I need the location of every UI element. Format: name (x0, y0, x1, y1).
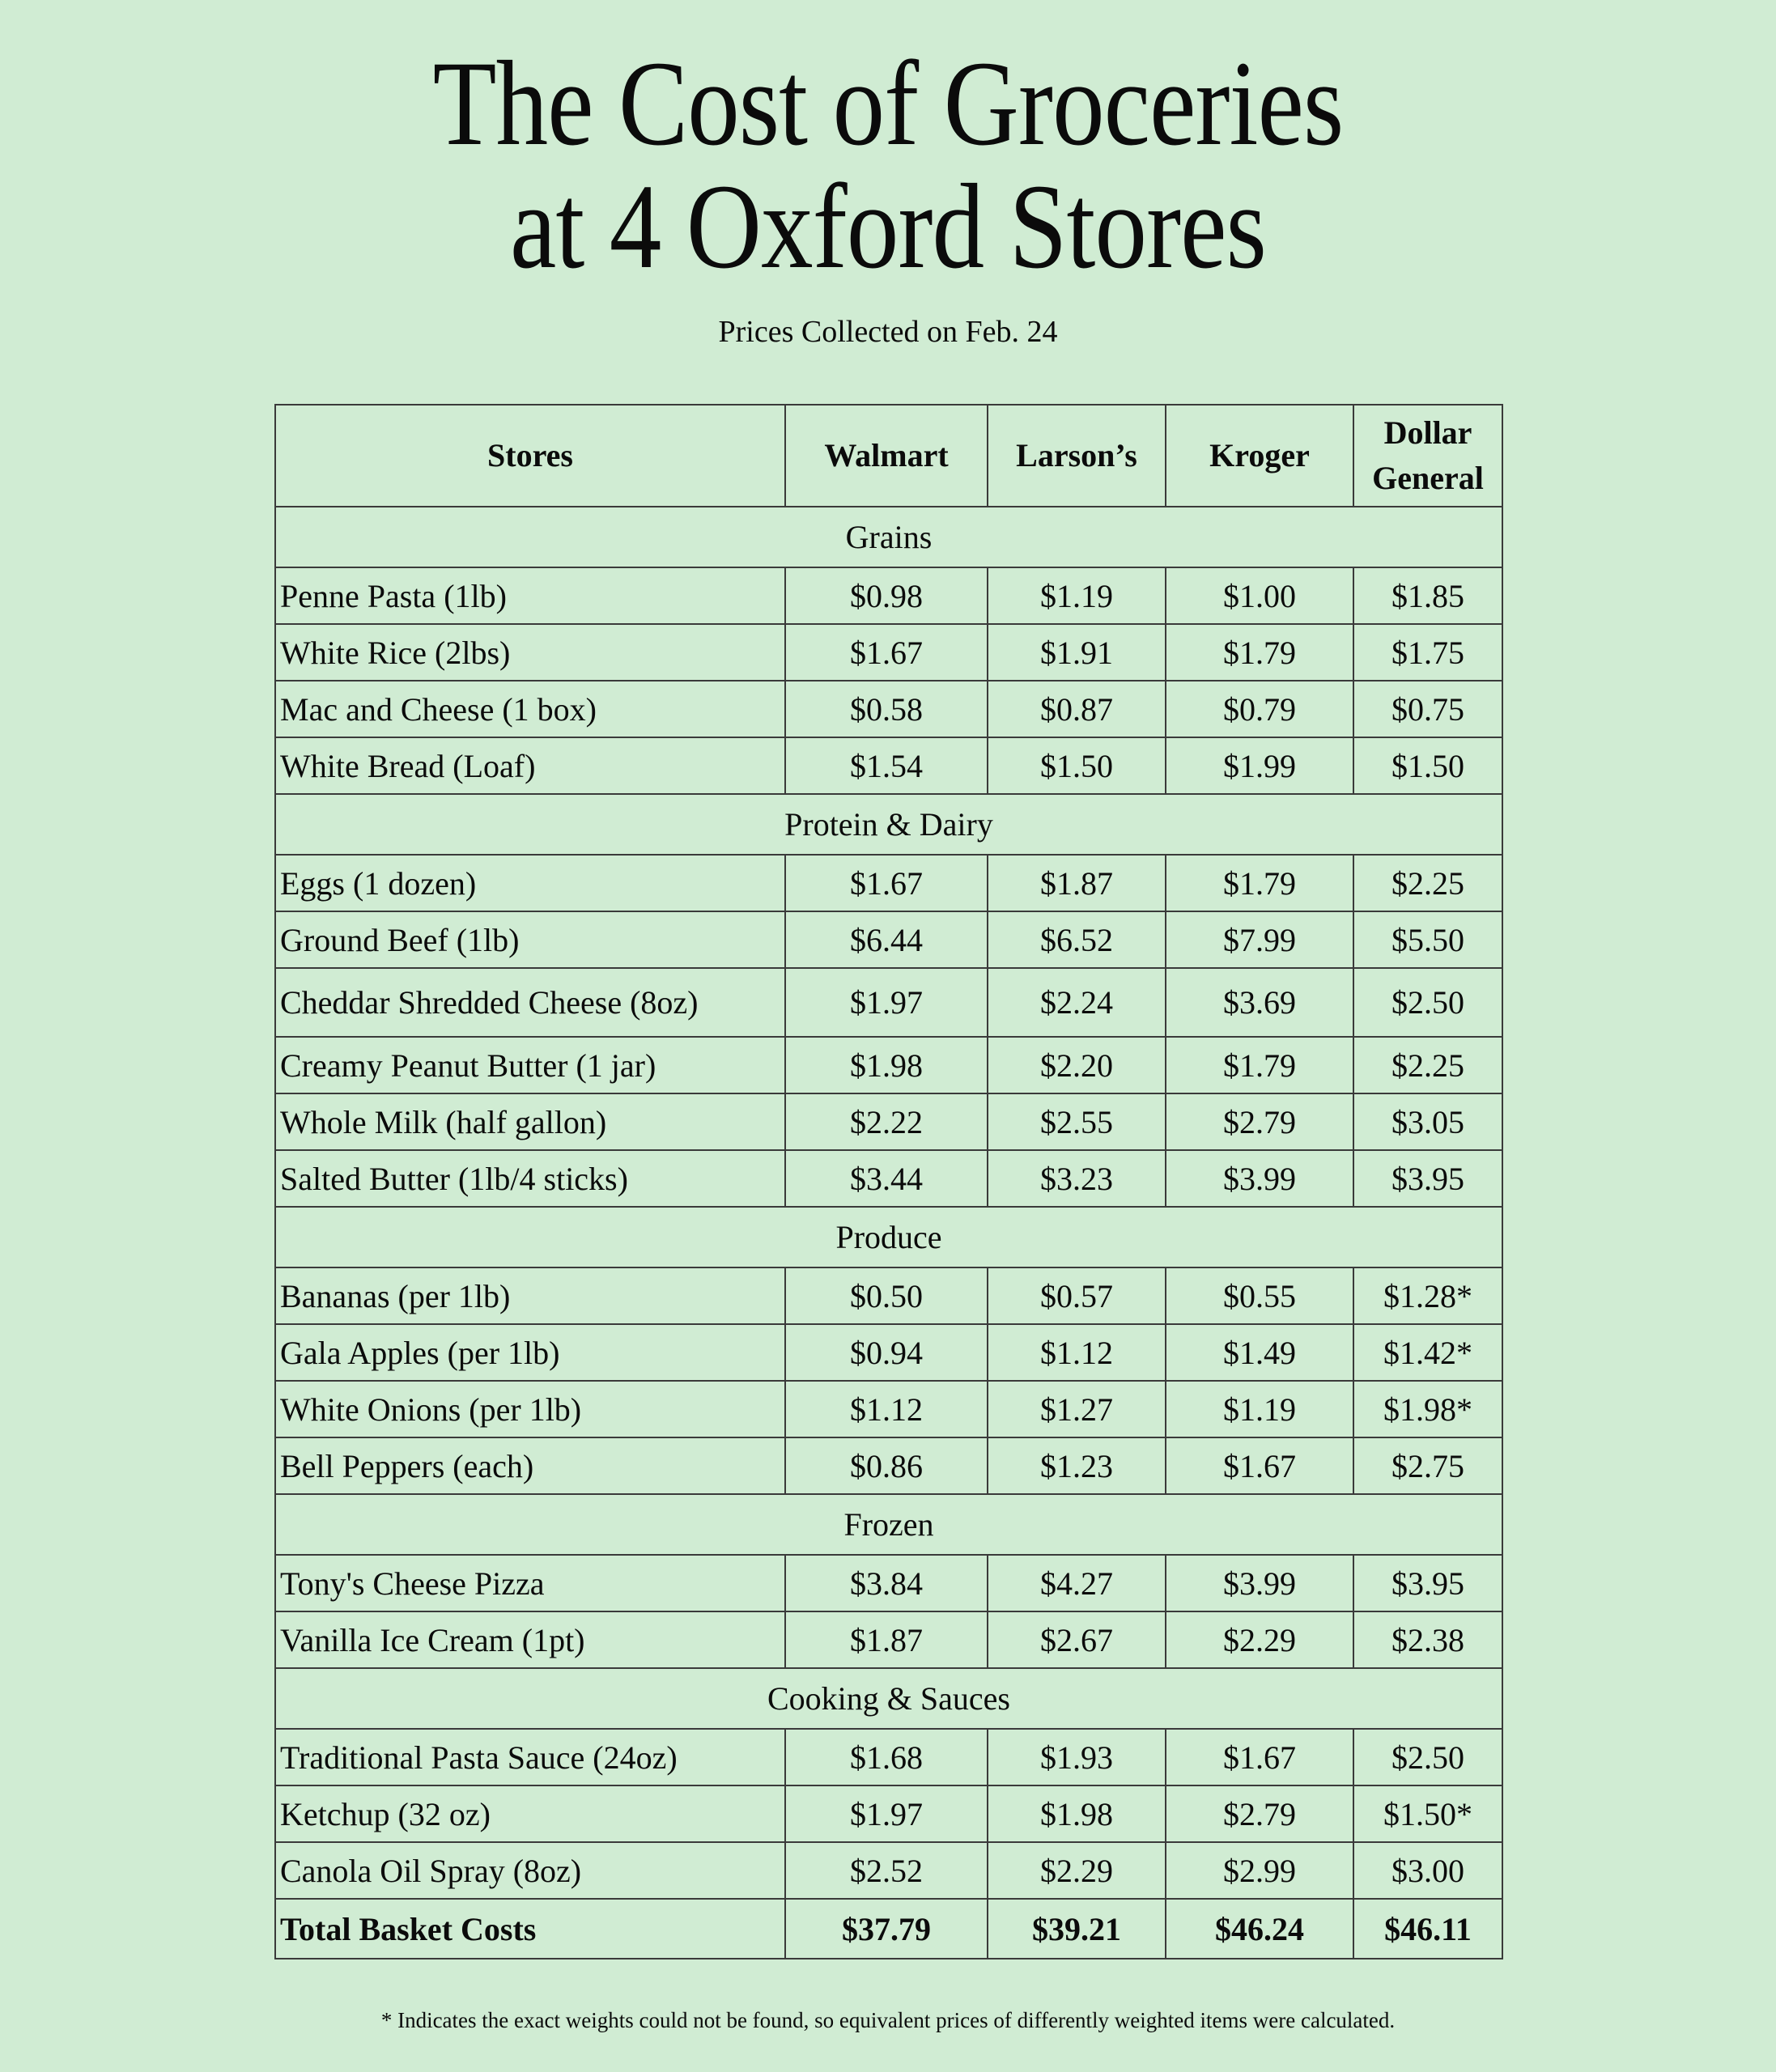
price-kroger: $1.19 (1166, 1381, 1353, 1437)
price-kroger: $1.67 (1166, 1729, 1353, 1785)
header-kroger: Kroger (1166, 405, 1353, 507)
header-dollar-general (1353, 405, 1502, 507)
table-row (275, 1324, 1502, 1381)
category-label: Frozen (275, 1494, 1502, 1555)
price-larsons: $1.87 (988, 855, 1166, 911)
price-walmart: $1.97 (785, 968, 988, 1037)
item-name: Creamy Peanut Butter (1 jar) (275, 1037, 785, 1093)
price-kroger: $1.79 (1166, 624, 1353, 681)
price-walmart: $1.68 (785, 1729, 988, 1785)
table-row (275, 1555, 1502, 1611)
table-row (275, 1785, 1502, 1842)
page-subtitle: Prices Collected on Feb. 24 (718, 315, 1058, 349)
page-title (125, 36, 1652, 294)
price-larsons: $1.27 (988, 1381, 1166, 1437)
item-name: Canola Oil Spray (8oz) (275, 1842, 785, 1899)
grocery-price-table (274, 404, 1503, 1959)
category-row (275, 1668, 1502, 1729)
price-walmart: $1.54 (785, 737, 988, 794)
price-dollar-general: $1.28* (1353, 1267, 1502, 1324)
category-label: Protein & Dairy (275, 794, 1502, 855)
price-kroger: $2.99 (1166, 1842, 1353, 1899)
price-walmart: $2.22 (785, 1093, 988, 1150)
price-kroger: $1.79 (1166, 1037, 1353, 1093)
price-larsons: $1.91 (988, 624, 1166, 681)
category-row (275, 1207, 1502, 1267)
item-name: Penne Pasta (1lb) (275, 567, 785, 624)
price-dollar-general: $1.85 (1353, 567, 1502, 624)
category-row (275, 794, 1502, 855)
price-larsons: $2.24 (988, 968, 1166, 1037)
price-larsons: $1.93 (988, 1729, 1166, 1785)
item-name: Eggs (1 dozen) (275, 855, 785, 911)
category-row (275, 507, 1502, 567)
price-larsons: $2.55 (988, 1093, 1166, 1150)
price-kroger: $1.79 (1166, 855, 1353, 911)
price-walmart: $0.94 (785, 1324, 988, 1381)
price-dollar-general: $5.50 (1353, 911, 1502, 968)
price-dollar-general: $3.95 (1353, 1150, 1502, 1207)
item-name: Cheddar Shredded Cheese (8oz) (275, 968, 785, 1037)
price-walmart: $6.44 (785, 911, 988, 968)
title-line-1: The Cost of Groceries (432, 36, 1344, 171)
table-row (275, 624, 1502, 681)
item-name: Gala Apples (per 1lb) (275, 1324, 785, 1381)
price-dollar-general: $3.05 (1353, 1093, 1502, 1150)
price-walmart: $3.44 (785, 1150, 988, 1207)
item-name: Ketchup (32 oz) (275, 1785, 785, 1842)
total-dollar-general: $46.11 (1353, 1899, 1502, 1959)
table-row (275, 1611, 1502, 1668)
header-dollar-general-line-1: Dollar (1383, 414, 1472, 451)
price-kroger: $0.55 (1166, 1267, 1353, 1324)
price-larsons: $2.29 (988, 1842, 1166, 1899)
table-row (275, 1729, 1502, 1785)
price-walmart: $0.50 (785, 1267, 988, 1324)
category-label: Grains (275, 507, 1502, 567)
price-walmart: $1.12 (785, 1381, 988, 1437)
item-name: White Rice (2lbs) (275, 624, 785, 681)
price-kroger: $2.29 (1166, 1611, 1353, 1668)
total-label: Total Basket Costs (275, 1899, 785, 1959)
price-walmart: $1.98 (785, 1037, 988, 1093)
table-body (275, 507, 1502, 1959)
header-stores: Stores (275, 405, 785, 507)
title-line-2: at 4 Oxford Stores (510, 159, 1266, 294)
table-row (275, 968, 1502, 1037)
table-row (275, 911, 1502, 968)
item-name: Whole Milk (half gallon) (275, 1093, 785, 1150)
price-dollar-general: $1.75 (1353, 624, 1502, 681)
total-walmart: $37.79 (785, 1899, 988, 1959)
item-name: Traditional Pasta Sauce (24oz) (275, 1729, 785, 1785)
price-walmart: $0.58 (785, 681, 988, 737)
table-row (275, 1437, 1502, 1494)
total-kroger: $46.24 (1166, 1899, 1353, 1959)
price-larsons: $6.52 (988, 911, 1166, 968)
table-row (275, 1267, 1502, 1324)
price-kroger: $1.49 (1166, 1324, 1353, 1381)
price-larsons: $2.20 (988, 1037, 1166, 1093)
price-kroger: $0.79 (1166, 681, 1353, 737)
item-name: White Onions (per 1lb) (275, 1381, 785, 1437)
price-kroger: $2.79 (1166, 1093, 1353, 1150)
price-dollar-general: $2.50 (1353, 968, 1502, 1037)
price-dollar-general: $1.50* (1353, 1785, 1502, 1842)
price-dollar-general: $2.25 (1353, 855, 1502, 911)
header-larsons: Larson’s (988, 405, 1166, 507)
price-dollar-general: $1.50 (1353, 737, 1502, 794)
table-row (275, 681, 1502, 737)
price-kroger: $3.99 (1166, 1150, 1353, 1207)
price-kroger: $2.79 (1166, 1785, 1353, 1842)
total-row (275, 1899, 1502, 1959)
header-dollar-general-line-2: General (1372, 460, 1484, 496)
price-walmart: $0.86 (785, 1437, 988, 1494)
price-walmart: $3.84 (785, 1555, 988, 1611)
price-dollar-general: $3.95 (1353, 1555, 1502, 1611)
price-dollar-general: $2.25 (1353, 1037, 1502, 1093)
price-larsons: $1.12 (988, 1324, 1166, 1381)
table-row (275, 567, 1502, 624)
price-larsons: $2.67 (988, 1611, 1166, 1668)
price-walmart: $1.87 (785, 1611, 988, 1668)
price-dollar-general: $2.75 (1353, 1437, 1502, 1494)
price-dollar-general: $2.38 (1353, 1611, 1502, 1668)
price-kroger: $3.69 (1166, 968, 1353, 1037)
price-dollar-general: $1.98* (1353, 1381, 1502, 1437)
price-kroger: $1.00 (1166, 567, 1353, 624)
price-larsons: $0.87 (988, 681, 1166, 737)
price-dollar-general: $3.00 (1353, 1842, 1502, 1899)
table-row (275, 737, 1502, 794)
table-row (275, 1381, 1502, 1437)
price-dollar-general: $1.42* (1353, 1324, 1502, 1381)
price-larsons: $0.57 (988, 1267, 1166, 1324)
item-name: Bell Peppers (each) (275, 1437, 785, 1494)
table-row (275, 855, 1502, 911)
item-name: Salted Butter (1lb/4 sticks) (275, 1150, 785, 1207)
price-walmart: $2.52 (785, 1842, 988, 1899)
item-name: Tony's Cheese Pizza (275, 1555, 785, 1611)
price-walmart: $0.98 (785, 567, 988, 624)
price-dollar-general: $2.50 (1353, 1729, 1502, 1785)
price-larsons: $1.19 (988, 567, 1166, 624)
total-larsons: $39.21 (988, 1899, 1166, 1959)
table-row (275, 1093, 1502, 1150)
category-label: Cooking & Sauces (275, 1668, 1502, 1729)
price-larsons: $1.50 (988, 737, 1166, 794)
price-larsons: $4.27 (988, 1555, 1166, 1611)
table-row (275, 1150, 1502, 1207)
table-header-row (275, 405, 1502, 507)
footnote: * Indicates the exact weights could not be found, so equivalent prices of differently weighted items were calculated. (380, 2008, 1396, 2032)
item-name: Vanilla Ice Cream (1pt) (275, 1611, 785, 1668)
price-kroger: $7.99 (1166, 911, 1353, 968)
price-kroger: $1.67 (1166, 1437, 1353, 1494)
item-name: Mac and Cheese (1 box) (275, 681, 785, 737)
price-walmart: $1.97 (785, 1785, 988, 1842)
table-row (275, 1037, 1502, 1093)
price-walmart: $1.67 (785, 855, 988, 911)
item-name: White Bread (Loaf) (275, 737, 785, 794)
price-larsons: $1.23 (988, 1437, 1166, 1494)
price-larsons: $3.23 (988, 1150, 1166, 1207)
category-label: Produce (275, 1207, 1502, 1267)
price-kroger: $3.99 (1166, 1555, 1353, 1611)
header-walmart: Walmart (785, 405, 988, 507)
category-row (275, 1494, 1502, 1555)
price-walmart: $1.67 (785, 624, 988, 681)
item-name: Ground Beef (1lb) (275, 911, 785, 968)
table-row (275, 1842, 1502, 1899)
price-dollar-general: $0.75 (1353, 681, 1502, 737)
item-name: Bananas (per 1lb) (275, 1267, 785, 1324)
price-larsons: $1.98 (988, 1785, 1166, 1842)
price-kroger: $1.99 (1166, 737, 1353, 794)
